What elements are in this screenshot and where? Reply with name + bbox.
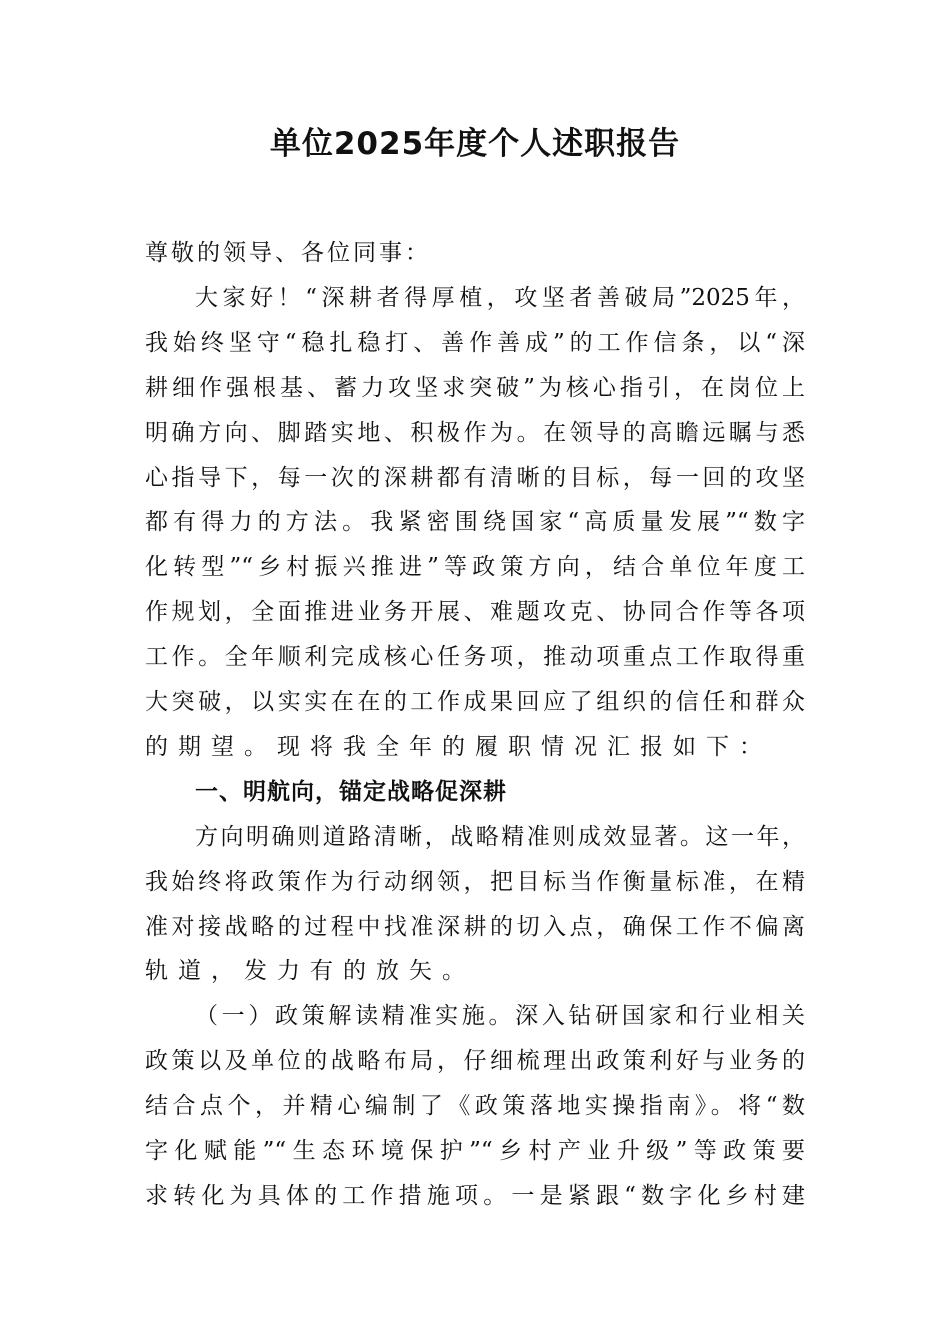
paragraph-line: 大家好！“深耕者得厚植，攻坚者善破局”2025年， — [195, 285, 805, 311]
paragraph-line: 耕细作强根基、蓄力攻坚求突破”为核心指引，在岗位上 — [145, 375, 805, 401]
paragraph-line: 轨道，发力有的放矢。 — [145, 958, 475, 984]
paragraph-line: 字化赋能”“生态环境保护”“乡村产业升级”等政策要 — [145, 1138, 805, 1164]
paragraph-line: 作规划，全面推进业务开展、难题攻克、协同合作等各项 — [145, 599, 805, 625]
paragraph-line: 方向明确则道路清晰，战略精准则成效显著。这一年， — [195, 824, 805, 850]
paragraph-line: 政策以及单位的战略布局，仔细梳理出政策利好与业务的 — [145, 1048, 805, 1074]
paragraph-line: 化转型”“乡村振兴推进”等政策方向，结合单位年度工 — [145, 554, 805, 580]
paragraph-line: 都有得力的方法。我紧密围绕国家“高质量发展”“数字 — [145, 509, 805, 535]
paragraph-line: 结合点个，并精心编制了《政策落地实操指南》。将“数 — [145, 1093, 805, 1119]
paragraph-line: 求转化为具体的工作措施项。一是紧跟“数字化乡村建 — [145, 1183, 805, 1209]
paragraph-line: 心指导下，每一次的深耕都有清晰的目标，每一回的攻坚 — [145, 465, 805, 491]
document-title: 单位2025年度个人述职报告 — [269, 126, 681, 162]
paragraph-line: 我始终将政策作为行动纲领，把目标当作衡量标准，在精 — [145, 869, 805, 895]
paragraph-line: 工作。全年顺利完成核心任务项，推动项重点工作取得重 — [145, 644, 805, 670]
paragraph-line: 的期望。现将我全年的履职情况汇报如下： — [145, 734, 772, 760]
paragraph-line: （一）政策解读精准实施。深入钻研国家和行业相关 — [195, 1003, 805, 1029]
paragraph-line: 我始终坚守“稳扎稳打、善作善成”的工作信条，以“深 — [145, 330, 805, 356]
section-heading: 一、明航向，锚定战略促深耕 — [195, 779, 507, 805]
paragraph-line: 大突破，以实实在在的工作成果回应了组织的信任和群众 — [145, 689, 805, 715]
paragraph-line: 明确方向、脚踏实地、积极作为。在领导的高瞻远瞩与悉 — [145, 420, 805, 446]
salutation: 尊敬的领导、各位同事： — [145, 240, 431, 266]
paragraph-line: 准对接战略的过程中找准深耕的切入点，确保工作不偏离 — [145, 914, 805, 940]
